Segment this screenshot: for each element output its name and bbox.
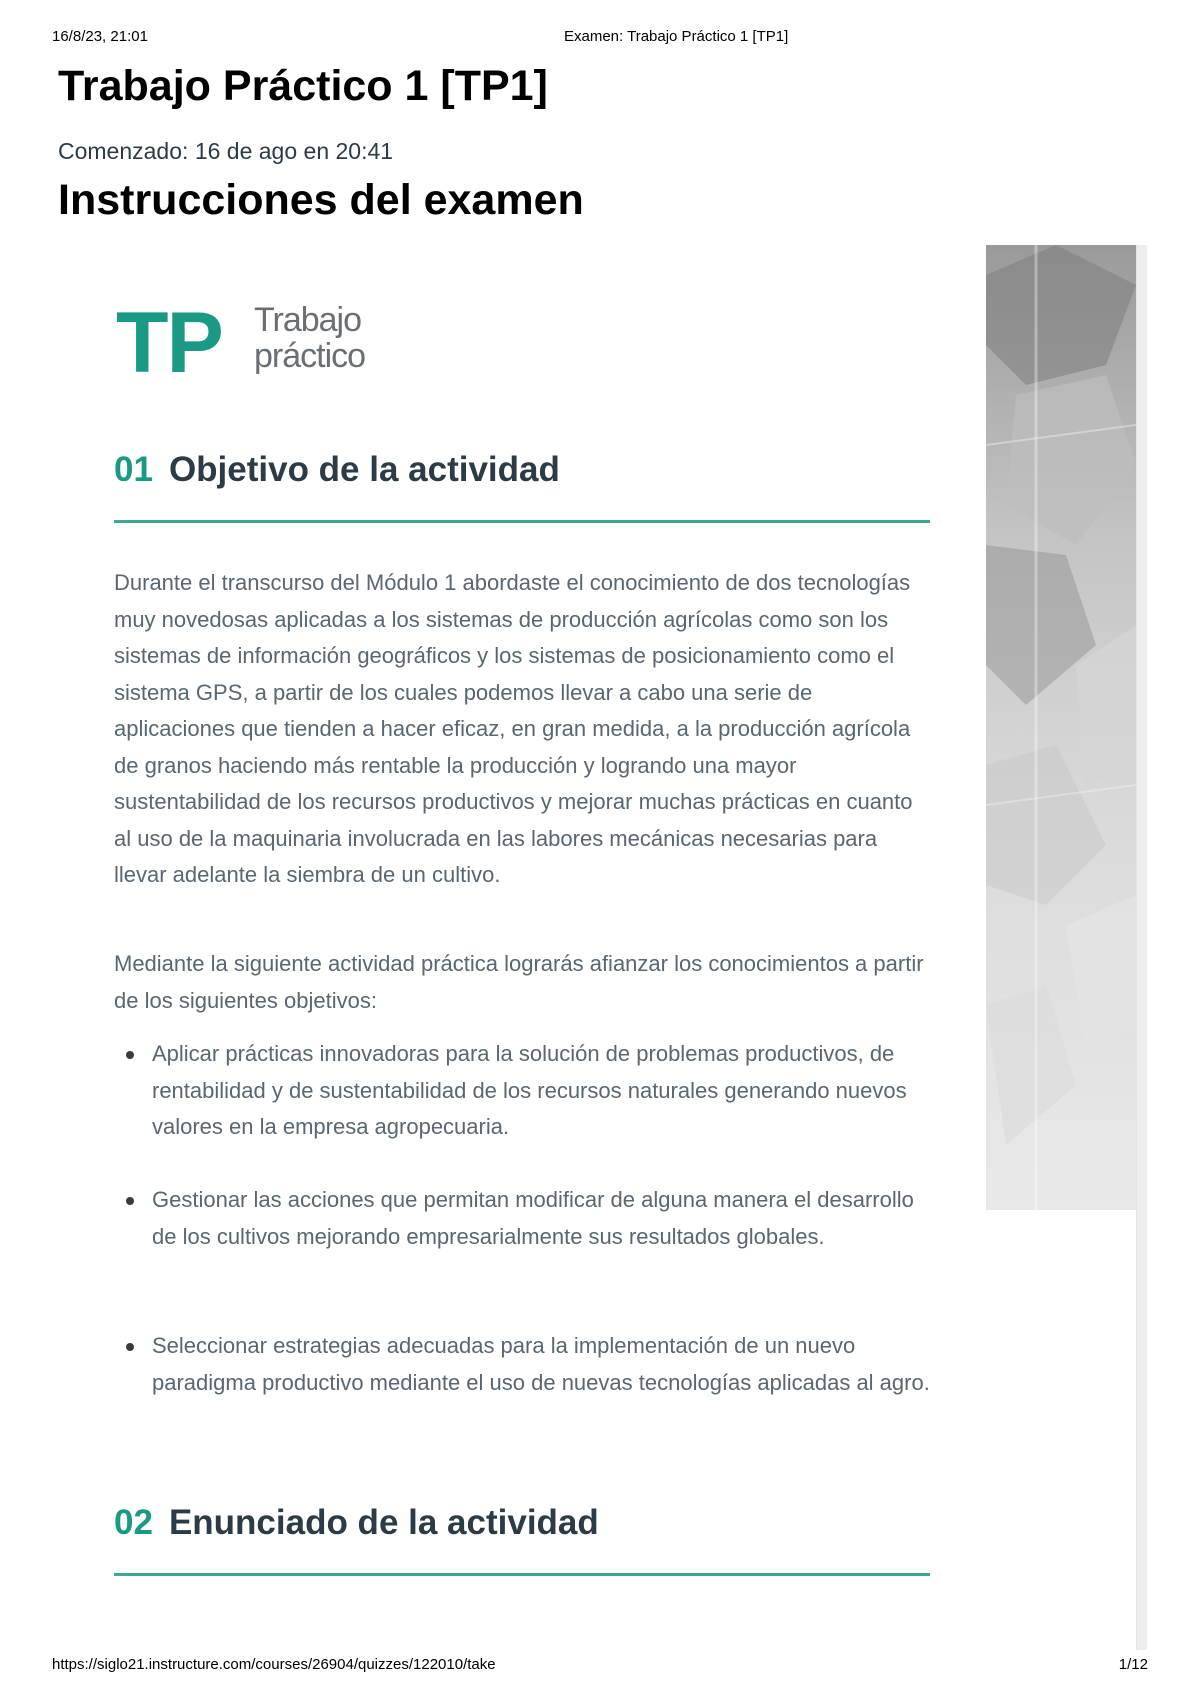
- page-number: 1/12: [1118, 1656, 1148, 1673]
- list-item: [152, 1036, 932, 1146]
- section-number: 02: [114, 1503, 153, 1542]
- started-value: 16 de ago en 20:41: [194, 138, 394, 164]
- section-number: 01: [114, 450, 153, 489]
- tp-logo-text: [254, 302, 365, 374]
- bullet-icon: [126, 1197, 134, 1205]
- list-item: [152, 1182, 932, 1255]
- tp-logo: [116, 295, 396, 391]
- section-heading-objective: [114, 450, 560, 490]
- frame-scrollbar[interactable]: [1136, 245, 1147, 1650]
- quiz-title: Trabajo Práctico 1 [TP1]: [58, 62, 548, 110]
- print-date: 16/8/23, 21:01: [52, 28, 148, 45]
- started-label: Comenzado:: [58, 138, 189, 164]
- section-divider: [114, 1573, 930, 1576]
- tp-logo-line2: práctico: [254, 337, 366, 375]
- tp-logo-mark: TP: [116, 295, 222, 391]
- bullet-icon: [126, 1051, 134, 1059]
- bullet-icon: [126, 1343, 134, 1351]
- section-title: Enunciado de la actividad: [168, 1503, 599, 1542]
- print-footer: [52, 1656, 1148, 1676]
- objective-paragraph-1: Durante el transcurso del Módulo 1 abordaste el conocimiento de dos tecnologías muy novedosas aplicadas a los sistemas de producción agrícolas como son los sistemas de información geográficos y los sistemas de posicionamiento como el sistema GPS, a partir de los cuales podemos llevar a cabo una serie de aplicaciones que tienden a hacer eficaz, en gran medida, a la producción agrícola de granos haciendo más rentable la producción y logrando una mayor sustentabilidad de los recursos productivos y mejorar muchas prácticas en cuanto al uso de la maquinaria involucrada en las labores mecánicas necesarias para llevar adelante la siembra de un cultivo.: [114, 570, 913, 887]
- print-url: https://siglo21.instructure.com/courses/26904/quizzes/122010/take: [52, 1656, 496, 1673]
- list-item: [152, 1328, 932, 1401]
- print-page-title: Examen: Trabajo Práctico 1 [TP1]: [564, 28, 789, 45]
- section-title: Objetivo de la actividad: [168, 450, 560, 489]
- quiz-started: [58, 138, 393, 165]
- list-item-text: Gestionar las acciones que permitan modificar de alguna manera el desarrollo de los cultivos mejorando empresarialmente sus resultados globales.: [152, 1187, 914, 1249]
- tp-logo-line1: Trabajo: [254, 301, 362, 339]
- list-item-text: Aplicar prácticas innovadoras para la solución de problemas productivos, de rentabilidad y de sustentabilidad de los recursos naturales generando nuevos valores en la empresa agropecuaria.: [152, 1041, 907, 1139]
- decorative-side-image: [986, 245, 1136, 1210]
- objective-paragraph-2: Mediante la siguiente actividad práctica lograrás afianzar los conocimientos a partir de los siguientes objetivos:: [114, 951, 924, 1013]
- print-header: [52, 28, 1148, 48]
- section-heading-statement: [114, 1503, 599, 1543]
- instructions-heading: Instrucciones del examen: [58, 176, 584, 224]
- section-divider: [114, 520, 930, 523]
- list-item-text: Seleccionar estrategias adecuadas para la implementación de un nuevo paradigma productivo mediante el uso de nuevas tecnologías aplicadas al agro.: [152, 1333, 930, 1395]
